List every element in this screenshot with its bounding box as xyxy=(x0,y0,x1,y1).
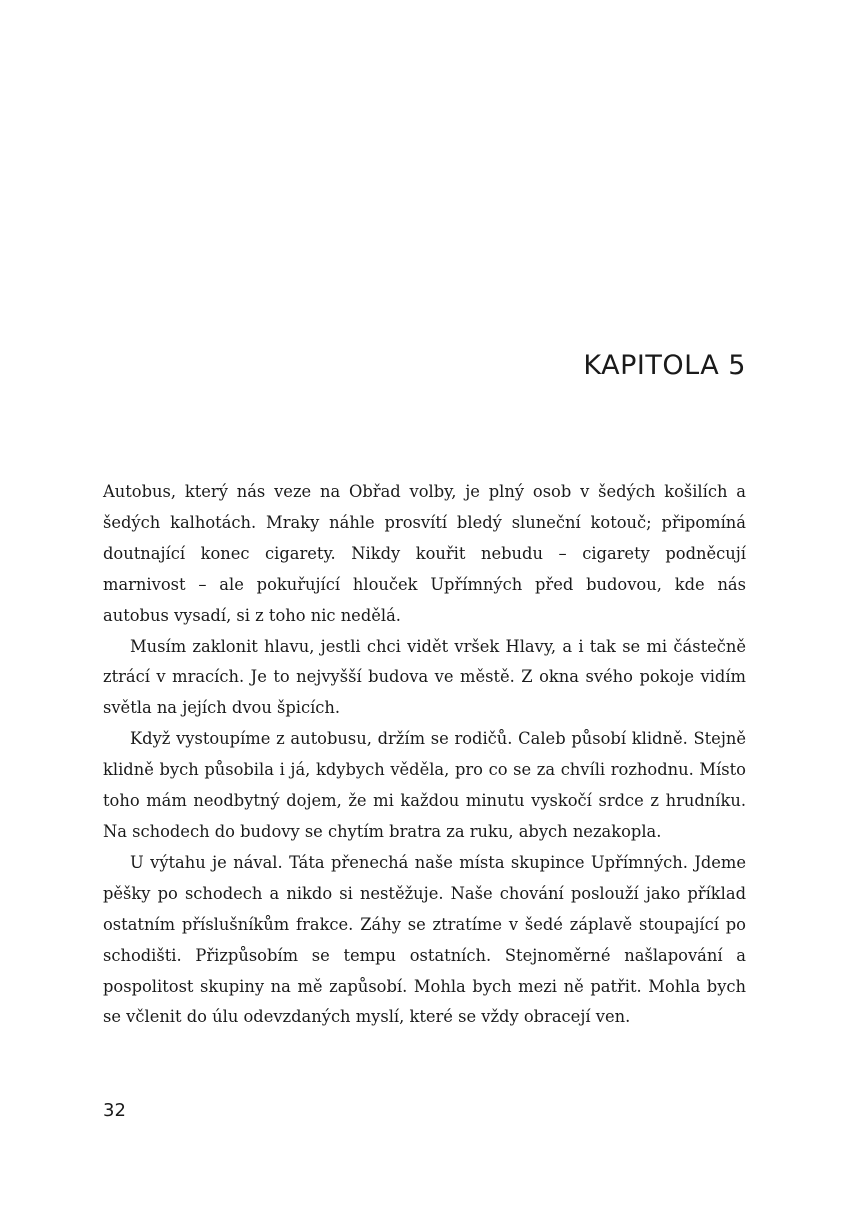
paragraph: U výtahu je nával. Táta přenechá naše místa skupince Upřímných. Jdeme pěšky po schodech a nikdo si nestěžuje. Naše chování poslouží jako příklad ostatním příslušníkům frakce. Záhy se ztratíme v šedé záplavě stoupající po schodišti. Přizpůsobím se tempu ostatních. Stejnoměrné našlapování a pospolitost skupiny na mě zapůsobí. Mohla bych mezi ně patřit. Mohla bych se včlenit do úlu odevzdaných myslí, které se vždy obracejí ven. xyxy=(103,852,746,1027)
chapter-title: KAPITOLA 5 xyxy=(583,350,746,381)
chapter-body xyxy=(103,477,746,1033)
paragraph: Musím zaklonit hlavu, jestli chci vidět vršek Hlavy, a i tak se mi částečně ztrácí v mracích. Je to nejvyšší budova ve městě. Z okna svého pokoje vidím světla na jejích dvou špicích. xyxy=(103,636,746,718)
paragraph: Když vystoupíme z autobusu, držím se rodičů. Caleb působí klidně. Stejně klidně bych působila i já, kdybych věděla, pro co se za chvíli rozhodnu. Místo toho mám neodbytný dojem, že mi každou minutu vyskočí srdce z hrudníku. Na schodech do budovy se chytím bratra za ruku, abych nezakopla. xyxy=(103,729,746,841)
paragraph: Autobus, který nás veze na Obřad volby, je plný osob v šedých košilích a šedých kalhotách. Mraky náhle prosvítí bledý sluneční kotouč; připomíná doutnající konec cigarety. Nikdy kouřit nebudu – cigarety podněcují marnivost – ale pokuřující hlouček Upřímných před budovou, kde nás autobus vysadí, si z toho nic nedělá. xyxy=(103,482,746,625)
page-number: 32 xyxy=(103,1100,126,1121)
